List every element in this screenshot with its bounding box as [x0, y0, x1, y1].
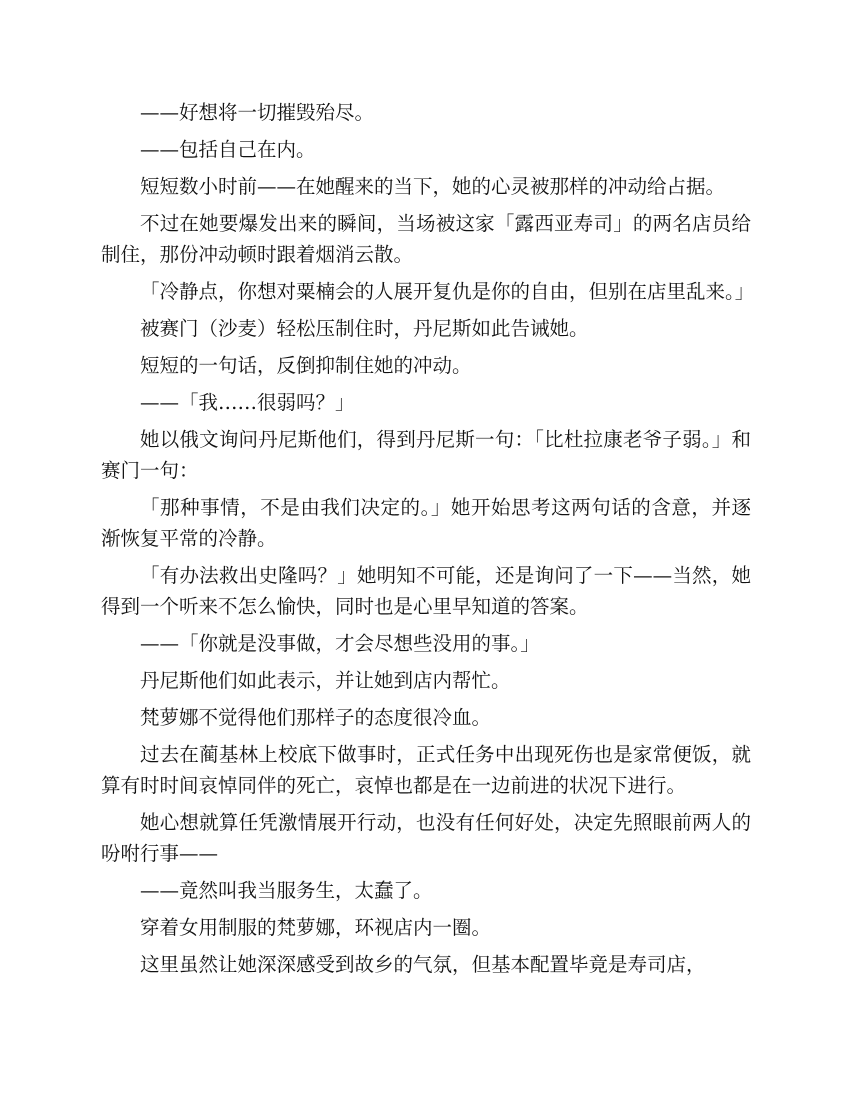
- paragraph: 她心想就算任凭激情展开行动，也没有任何好处，决定先照眼前两人的吩咐行事——: [101, 811, 751, 865]
- paragraph: 被赛门（沙麦）轻松压制住时，丹尼斯如此告诫她。: [140, 317, 589, 340]
- paragraph: 梵萝娜不觉得他们那样子的态度很冷血。: [140, 706, 492, 729]
- paragraph: 过去在蔺基林上校底下做事时，正式任务中出现死伤也是家常便饭，就算有时时间哀悼同伴的死亡，哀悼也都是在一边前进的状况下进行。: [101, 743, 751, 797]
- paragraph: 这里虽然让她深深感受到故乡的气氛，但基本配置毕竟是寿司店，: [140, 953, 706, 976]
- paragraph: ——包括自己在内。: [140, 138, 316, 161]
- paragraph: 丹尼斯他们如此表示，并让她到店内帮忙。: [140, 669, 511, 692]
- paragraph: 穿着女用制服的梵萝娜，环视店内一圈。: [140, 916, 492, 939]
- paragraph: ——「你就是没事做，才会尽想些没用的事。」: [140, 632, 540, 655]
- paragraph: 短短数小时前——在她醒来的当下，她的心灵被那样的冲动给占据。: [140, 175, 726, 198]
- paragraph: 她以俄文询问丹尼斯他们，得到丹尼斯一句：「比杜拉康老爷子弱。」和赛门一句：: [101, 428, 751, 482]
- paragraph: ——竟然叫我当服务生，太蠢了。: [140, 879, 433, 902]
- paragraph: 「那种事情，不是由我们决定的。」她开始思考这两句话的含意，并逐渐恢复平常的冷静。: [101, 496, 751, 550]
- paragraph: 不过在她要爆发出来的瞬间，当场被这家「露西亚寿司」的两名店员给制住，那份冲动顿时跟着烟消云散。: [101, 212, 751, 266]
- paragraph: 「冷静点，你想对粟楠会的人展开复仇是你的自由，但别在店里乱来。」: [140, 280, 755, 303]
- paragraph: 短短的一句话，反倒抑制住她的冲动。: [140, 354, 472, 377]
- paragraph: ——「我……很弱吗？」: [140, 391, 355, 414]
- paragraph: 「有办法救出史隆吗？」她明知不可能，还是询问了一下——当然，她得到一个听来不怎么愉快，同时也是心里早知道的答案。: [101, 564, 751, 618]
- document-page: [101, 97, 755, 986]
- paragraph: ——好想将一切摧毁殆尽。: [140, 101, 375, 124]
